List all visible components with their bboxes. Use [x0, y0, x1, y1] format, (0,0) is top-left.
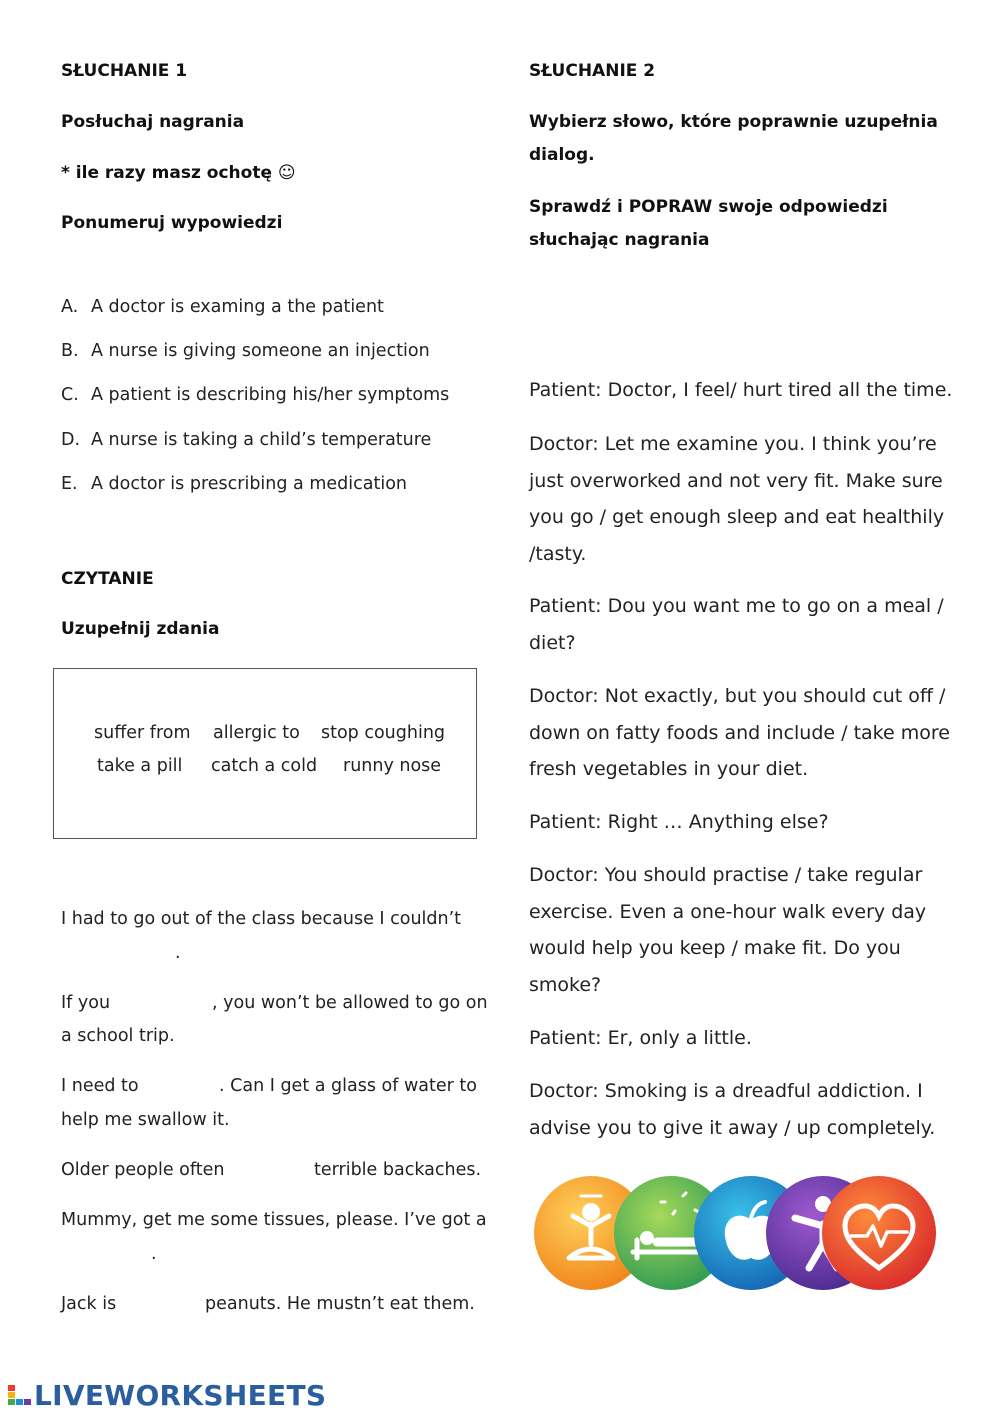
sentence-5-text: Mummy, get me some tissues, please. I’ve got a: [61, 1210, 487, 1230]
sentence-2-end: , you won’t be allowed to go on: [212, 993, 488, 1013]
sentence-2-start: If you: [61, 993, 111, 1013]
listening2-title: SŁUCHANIE 2: [529, 61, 656, 81]
listening1-instruction-times: * ile razy masz ochotę ☺: [61, 163, 296, 183]
sentence-4-end: terrible backaches.: [314, 1160, 482, 1180]
item-letter: E.: [61, 474, 78, 494]
item-letter: D.: [61, 430, 81, 450]
dialog-text: exercise. Even a one-hour walk every day: [529, 900, 927, 923]
sentence-2-cont: a school trip.: [61, 1026, 175, 1046]
word-bank-item[interactable]: runny nose: [343, 756, 442, 776]
dialog-text: advise you to give it away / up completely.: [529, 1116, 936, 1139]
item-text: A doctor is prescribing a medication: [91, 474, 407, 494]
word-bank-item[interactable]: suffer from: [94, 723, 191, 743]
dialog-text: just overworked and not very fit. Make sure: [529, 469, 943, 492]
dialog-text: Doctor: Let me examine you. I think you’re: [529, 433, 937, 455]
list-item[interactable]: [61, 385, 449, 405]
item-text: A nurse is giving someone an injection: [91, 341, 430, 361]
listening1-title: SŁUCHANIE 1: [61, 61, 188, 81]
list-item[interactable]: [61, 341, 430, 361]
dialog-text: Patient: Dou you want me to go on a meal /: [529, 595, 944, 617]
dialog-line: [529, 588, 944, 661]
sentence-3-start: I need to: [61, 1076, 139, 1096]
listening1-instruction-number: Ponumeruj wypowiedzi: [61, 213, 283, 233]
item-letter: C.: [61, 385, 79, 405]
dialog-text: Doctor: Not exactly, but you should cut off /: [529, 685, 946, 707]
sentence-1-end: .: [175, 943, 181, 963]
word-bank-item[interactable]: catch a cold: [211, 756, 318, 776]
dialog-line: [529, 1020, 752, 1057]
heart-icon: [822, 1176, 936, 1290]
dialog-text: Patient: Right … Anything else?: [529, 811, 829, 833]
item-text: A doctor is examing a the patient: [91, 297, 384, 317]
sentence-5-end: .: [151, 1244, 157, 1264]
dialog-text: Patient: Er, only a little.: [529, 1027, 752, 1049]
item-letter: B.: [61, 341, 79, 361]
dialog-line: [529, 372, 952, 409]
listening1-instruction-listen: Posłuchaj nagrania: [61, 112, 245, 132]
dialog-text: Doctor: You should practise / take regular: [529, 864, 923, 886]
list-item[interactable]: [61, 430, 431, 450]
sentence-4-start: Older people often: [61, 1160, 225, 1180]
dialog-line: [529, 804, 829, 841]
dialog-text: down on fatty foods and include / take more: [529, 721, 950, 744]
word-bank-item[interactable]: allergic to: [213, 723, 300, 743]
sentence-6-start: Jack is: [61, 1294, 117, 1314]
dialog-text: smoke?: [529, 973, 602, 996]
dialog-text: would help you keep / make fit. Do you: [529, 937, 901, 959]
liveworksheets-logo: [8, 1378, 326, 1412]
logo-text: LIVEWORKSHEETS: [34, 1378, 327, 1412]
sentence-6-end: peanuts. He mustn’t eat them.: [205, 1294, 475, 1314]
listening2-instruction-choose: Wybierz słowo, które poprawnie uzupełnia: [529, 112, 938, 132]
word-bank-item[interactable]: take a pill: [97, 756, 183, 776]
dialog-text: Doctor: Smoking is a dreadful addiction. I: [529, 1080, 923, 1102]
item-text: A patient is describing his/her symptoms: [91, 385, 450, 405]
health-icons-illustration: [533, 1174, 937, 1292]
reading-title: CZYTANIE: [61, 569, 154, 589]
listening2-instruction-choose-cont: dialog.: [529, 145, 595, 165]
item-letter: A.: [61, 297, 79, 317]
dialog-line: [529, 857, 926, 1003]
sentence-3-cont: help me swallow it.: [61, 1110, 230, 1130]
dialog-line: [529, 1073, 935, 1146]
sentence-3-end: . Can I get a glass of water to: [219, 1076, 477, 1096]
listening2-instruction-check-cont: słuchając nagrania: [529, 230, 710, 250]
sentence-1-text: I had to go out of the class because I couldn’t: [61, 909, 462, 929]
dialog-text: diet?: [529, 631, 576, 654]
reading-instruction: Uzupełnij zdania: [61, 619, 220, 639]
dialog-text: you go / get enough sleep and eat healthily: [529, 506, 945, 528]
dialog-text: Patient: Doctor, I feel/ hurt tired all the time.: [529, 379, 953, 401]
logo-mark-icon: [8, 1383, 34, 1407]
dialog-line: [529, 678, 950, 788]
word-bank: [53, 668, 477, 839]
item-text: A nurse is taking a child’s temperature: [91, 430, 432, 450]
dialog-line: [529, 426, 944, 572]
dialog-text: /tasty.: [529, 542, 587, 565]
list-item[interactable]: [61, 297, 384, 317]
word-bank-item[interactable]: stop coughing: [321, 723, 446, 743]
listening2-instruction-check: Sprawdź i POPRAW swoje odpowiedzi: [529, 197, 888, 217]
dialog-text: fresh vegetables in your diet.: [529, 758, 809, 780]
list-item[interactable]: [61, 474, 407, 494]
